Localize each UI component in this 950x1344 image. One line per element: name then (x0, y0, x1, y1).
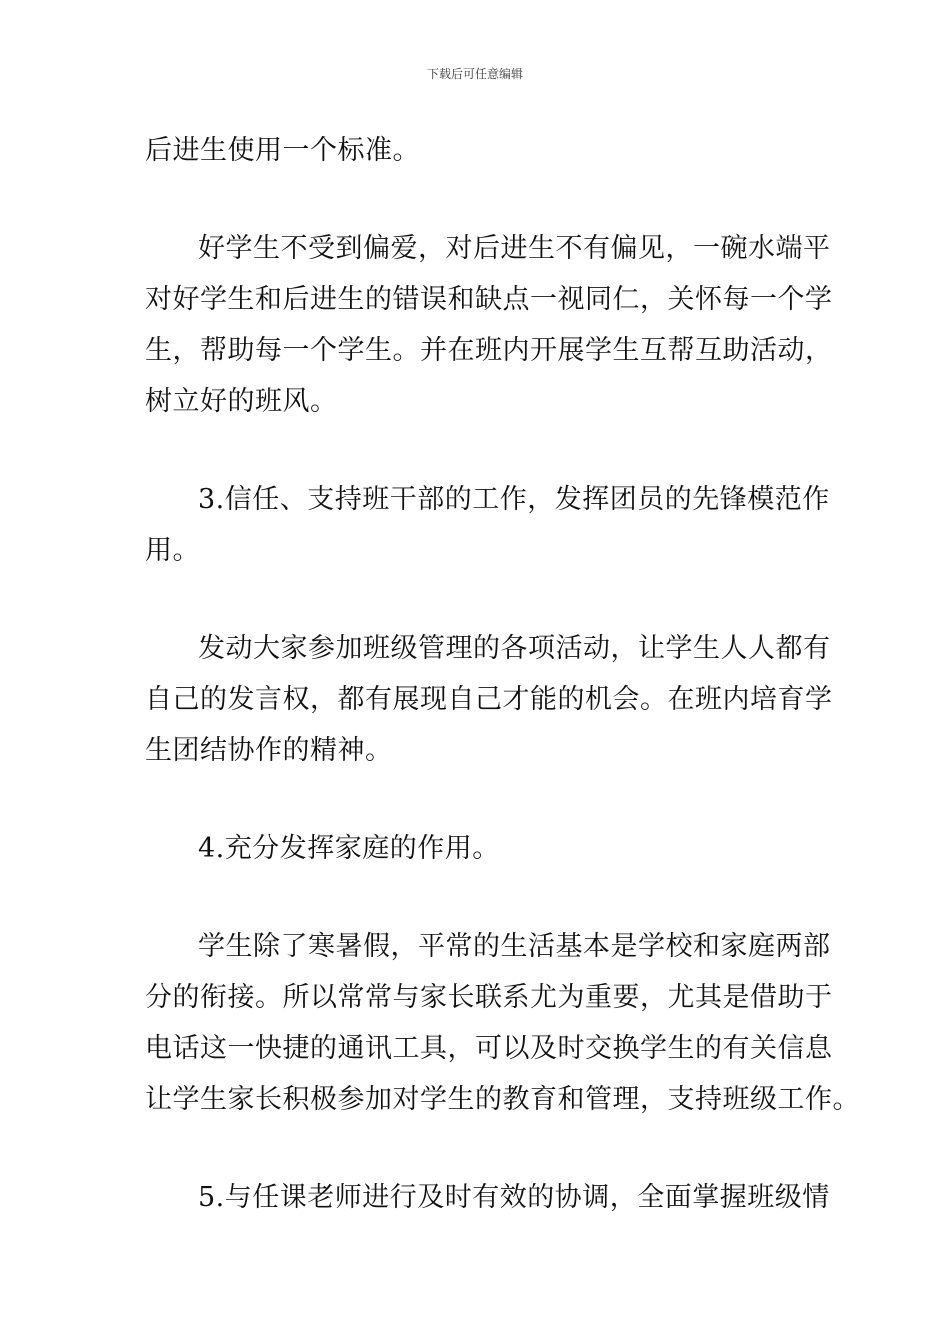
text-line: 自己的发言权，都有展现自己才能的机会。在班内培育学 (145, 684, 833, 715)
text-line: 5.与任课老师进行及时有效的协调，全面掌握班级情 (198, 1182, 830, 1213)
text-line: 生团结协作的精神。 (145, 735, 393, 766)
text-line: 用。 (145, 535, 200, 566)
text-line: 电话这一快捷的通讯工具，可以及时交换学生的有关信息 (145, 1033, 833, 1064)
text-line: 分的衔接。所以常常与家长联系尤为重要，尤其是借助于 (145, 982, 833, 1013)
text-line: 发动大家参加班级管理的各项活动，让学生人人都有 (198, 633, 831, 664)
text-line: 对好学生和后进生的错误和缺点一视同仁，关怀每一个学 (145, 284, 833, 315)
text-line: 后进生使用一个标准。 (145, 135, 420, 166)
text-line: 树立好的班风。 (145, 386, 338, 417)
text-line: 4.充分发挥家庭的作用。 (198, 833, 500, 864)
text-line: 好学生不受到偏爱，对后进生不有偏见，一碗水端平 (198, 233, 831, 264)
text-line: 3.信任、支持班干部的工作，发挥团员的先锋模范作 (198, 484, 830, 515)
page-header: 下载后可任意编辑 (426, 67, 523, 81)
text-line: 生，帮助每一个学生。并在班内开展学生互帮互助活动， (145, 335, 833, 366)
text-line: 让学生家长积极参加对学生的教育和管理，支持班级工作。 (145, 1084, 860, 1115)
text-line: 学生除了寒暑假，平常的生活基本是学校和家庭两部 (198, 931, 831, 962)
